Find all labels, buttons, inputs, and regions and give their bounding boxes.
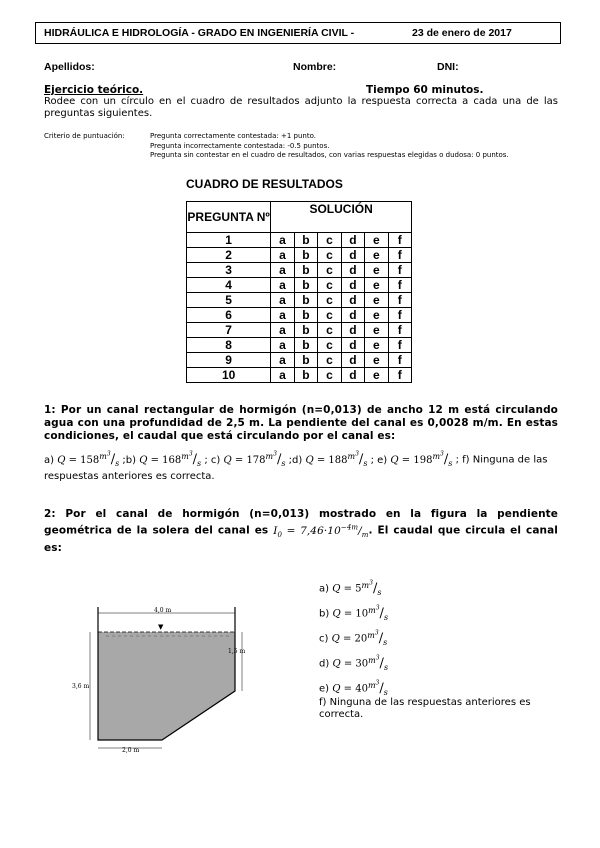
question-number: 4 xyxy=(187,278,271,293)
q2-text-a: 2: Por el canal de hormigón (n=0,013) mostrado en la figura la pendiente geométrica de la solera del canal es xyxy=(44,508,558,537)
answer-cell-d[interactable]: d xyxy=(341,278,364,293)
answer-cell-d[interactable]: d xyxy=(341,368,364,383)
answer-cell-c[interactable]: c xyxy=(318,368,341,383)
answer-cell-a[interactable]: a xyxy=(271,278,294,293)
q1-option: ; e) $Q = 198^{m^3}/_s$ xyxy=(370,450,453,468)
answer-cell-a[interactable]: a xyxy=(271,308,294,323)
flow-unit: $^{m^3}/_s$ xyxy=(367,629,388,647)
q2-option: c) $Q = 20^{m^3}/_s$ xyxy=(319,629,388,647)
answer-cell-d[interactable]: d xyxy=(341,323,364,338)
answer-cell-d[interactable]: d xyxy=(341,353,364,368)
question-number: 6 xyxy=(187,308,271,323)
criteria-line: Pregunta correctamente contestada: +1 punto. xyxy=(150,132,316,140)
answer-cell-c[interactable]: c xyxy=(318,308,341,323)
answer-cell-b[interactable]: b xyxy=(294,278,317,293)
right-height-label: 1,5 m xyxy=(228,648,246,655)
answer-cell-c[interactable]: c xyxy=(318,323,341,338)
table-row xyxy=(187,338,412,353)
answer-cell-c[interactable]: c xyxy=(318,233,341,248)
q1-option: ;d) $Q = 188^{m^3}/_s$ xyxy=(288,450,368,468)
exam-date: 23 de enero de 2017 xyxy=(412,27,512,39)
col-pregunta-header: PREGUNTA Nº xyxy=(187,202,271,233)
question-2-text xyxy=(44,508,558,555)
flow-unit: $^{m^3}/_s$ xyxy=(347,450,368,468)
question-number: 10 xyxy=(187,368,271,383)
flow-unit: $^{m^3}/_s$ xyxy=(265,450,286,468)
table-row xyxy=(187,293,412,308)
q2-text-b: . El caudal que circula el canal es: xyxy=(44,524,558,554)
q2-last-option: f) Ninguna de las respuestas anteriores es correcta. xyxy=(319,697,531,720)
water-area xyxy=(98,632,235,740)
results-title: CUADRO DE RESULTADOS xyxy=(186,177,343,191)
dni-label: DNI: xyxy=(437,61,459,73)
answer-cell-b[interactable]: b xyxy=(294,323,317,338)
answer-cell-e[interactable]: e xyxy=(365,353,388,368)
answer-cell-d[interactable]: d xyxy=(341,308,364,323)
question-number: 1 xyxy=(187,233,271,248)
answer-cell-a[interactable]: a xyxy=(271,233,294,248)
question-number: 5 xyxy=(187,293,271,308)
answer-cell-b[interactable]: b xyxy=(294,263,317,278)
answer-cell-f[interactable]: f xyxy=(388,293,411,308)
q1-option: a) $Q = 158^{m^3}/_s$ xyxy=(44,450,120,468)
answer-cell-e[interactable]: e xyxy=(365,263,388,278)
flow-unit: $^{m^3}/_s$ xyxy=(368,654,389,672)
table-row xyxy=(187,233,412,248)
question-number: 3 xyxy=(187,263,271,278)
flow-unit: $^{m^3}/_s$ xyxy=(181,450,202,468)
answer-cell-f[interactable]: f xyxy=(388,368,411,383)
answer-cell-f[interactable]: f xyxy=(388,248,411,263)
answer-cell-d[interactable]: d xyxy=(341,263,364,278)
answer-cell-e[interactable]: e xyxy=(365,278,388,293)
q1-option: ; c) $Q = 178^{m^3}/_s$ xyxy=(204,450,286,468)
course-title: HIDRÁULICA E HIDROLOGÍA - GRADO EN INGENIERÍA CIVIL - xyxy=(44,27,355,39)
answer-cell-a[interactable]: a xyxy=(271,293,294,308)
flow-unit: $^{m^3}/_s$ xyxy=(361,579,382,597)
criteria-line: Pregunta sin contestar en el cuadro de resultados, con varias respuestas elegidas o dudosa: 0 puntos. xyxy=(150,151,509,159)
answer-cell-a[interactable]: a xyxy=(271,263,294,278)
table-row xyxy=(187,278,412,293)
bottom-width-label: 2,0 m xyxy=(122,747,140,754)
answer-cell-e[interactable]: e xyxy=(365,323,388,338)
answer-cell-a[interactable]: a xyxy=(271,323,294,338)
answer-cell-c[interactable]: c xyxy=(318,263,341,278)
results-table xyxy=(186,201,412,383)
answer-cell-f[interactable]: f xyxy=(388,263,411,278)
answer-cell-a[interactable]: a xyxy=(271,248,294,263)
answer-cell-a[interactable]: a xyxy=(271,338,294,353)
table-row xyxy=(187,353,412,368)
q1-option: ;b) $Q = 168^{m^3}/_s$ xyxy=(122,450,202,468)
answer-cell-f[interactable]: f xyxy=(388,353,411,368)
table-row xyxy=(187,323,412,338)
answer-cell-d[interactable]: d xyxy=(341,248,364,263)
channel-figure xyxy=(70,595,270,755)
q2-option: e) $Q = 40^{m^3}/_s$ xyxy=(319,679,388,697)
answer-cell-e[interactable]: e xyxy=(365,293,388,308)
criteria-label: Criterio de puntuación: xyxy=(44,132,125,140)
question-2-options xyxy=(319,570,539,721)
answer-cell-d[interactable]: d xyxy=(341,338,364,353)
answer-cell-f[interactable]: f xyxy=(388,338,411,353)
answer-cell-b[interactable]: b xyxy=(294,293,317,308)
answer-cell-b[interactable]: b xyxy=(294,233,317,248)
water-level-marker: ▼ xyxy=(158,623,164,631)
answer-cell-f[interactable]: f xyxy=(388,278,411,293)
answer-cell-e[interactable]: e xyxy=(365,233,388,248)
left-height-label: 3,6 m xyxy=(72,683,90,690)
answer-cell-e[interactable]: e xyxy=(365,338,388,353)
question-1-options xyxy=(44,447,560,484)
flow-unit: $^{m^3}/_s$ xyxy=(432,450,453,468)
question-1-text: 1: Por un canal rectangular de hormigón (n=0,013) de ancho 12 m está circulando agua con una profundidad de 2,5 m. La pendiente del canal es 0,0028 m/m. En estas condiciones, el caudal que está circulando por el canal es: xyxy=(44,404,558,442)
q2-option: b) $Q = 10^{m^3}/_s$ xyxy=(319,604,389,622)
answer-cell-d[interactable]: d xyxy=(341,293,364,308)
answer-cell-c[interactable]: c xyxy=(318,353,341,368)
col-solucion-header: SOLUCIÓN xyxy=(271,202,412,233)
question-number: 9 xyxy=(187,353,271,368)
answer-cell-c[interactable]: c xyxy=(318,248,341,263)
instructions: Rodee con un círculo en el cuadro de resultados adjunto la respuesta correcta a cada una de las preguntas siguientes. xyxy=(44,96,558,119)
answer-cell-e[interactable]: e xyxy=(365,248,388,263)
answer-cell-e[interactable]: e xyxy=(365,368,388,383)
answer-cell-d[interactable]: d xyxy=(341,233,364,248)
q2-option: a) $Q = 5^{m^3}/_s$ xyxy=(319,579,382,597)
answer-cell-c[interactable]: c xyxy=(318,338,341,353)
answer-cell-c[interactable]: c xyxy=(318,293,341,308)
question-number: 7 xyxy=(187,323,271,338)
answer-cell-c[interactable]: c xyxy=(318,278,341,293)
header-box xyxy=(35,22,561,44)
flow-unit: $^{m^3}/_s$ xyxy=(367,679,388,697)
q2-option: d) $Q = 30^{m^3}/_s$ xyxy=(319,654,389,672)
flow-unit: $^{m^3}/_s$ xyxy=(99,450,120,468)
answer-cell-a[interactable]: a xyxy=(271,368,294,383)
nombre-label: Nombre: xyxy=(293,61,337,73)
apellidos-label: Apellidos: xyxy=(44,61,95,73)
table-row xyxy=(187,308,412,323)
table-row xyxy=(187,248,412,263)
answer-cell-f[interactable]: f xyxy=(388,308,411,323)
criteria-list xyxy=(150,132,560,161)
answer-cell-e[interactable]: e xyxy=(365,308,388,323)
top-width-label: 4,0 m xyxy=(154,607,172,614)
q1-last-option: ; f) Ninguna de las respuestas anteriores es correcta. xyxy=(44,454,548,483)
answer-cell-a[interactable]: a xyxy=(271,353,294,368)
table-row xyxy=(187,263,412,278)
table-row xyxy=(187,368,412,383)
answer-cell-b[interactable]: b xyxy=(294,338,317,353)
answer-cell-b[interactable]: b xyxy=(294,248,317,263)
exercise-time: Tiempo 60 minutos. xyxy=(366,84,484,96)
answer-cell-b[interactable]: b xyxy=(294,308,317,323)
flow-unit: $^{m^3}/_s$ xyxy=(368,604,389,622)
answer-cell-b[interactable]: b xyxy=(294,353,317,368)
answer-cell-b[interactable]: b xyxy=(294,368,317,383)
question-number: 2 xyxy=(187,248,271,263)
slope-symbol: $I_0 = 7,46\cdot 10^{-4m}/_m$ xyxy=(273,523,369,539)
criteria-line: Pregunta incorrectamente contestada: -0.5 puntos. xyxy=(150,141,330,150)
exercise-title: Ejercicio teórico. xyxy=(44,84,144,96)
answer-cell-f[interactable]: f xyxy=(388,323,411,338)
question-number: 8 xyxy=(187,338,271,353)
answer-cell-f[interactable]: f xyxy=(388,233,411,248)
